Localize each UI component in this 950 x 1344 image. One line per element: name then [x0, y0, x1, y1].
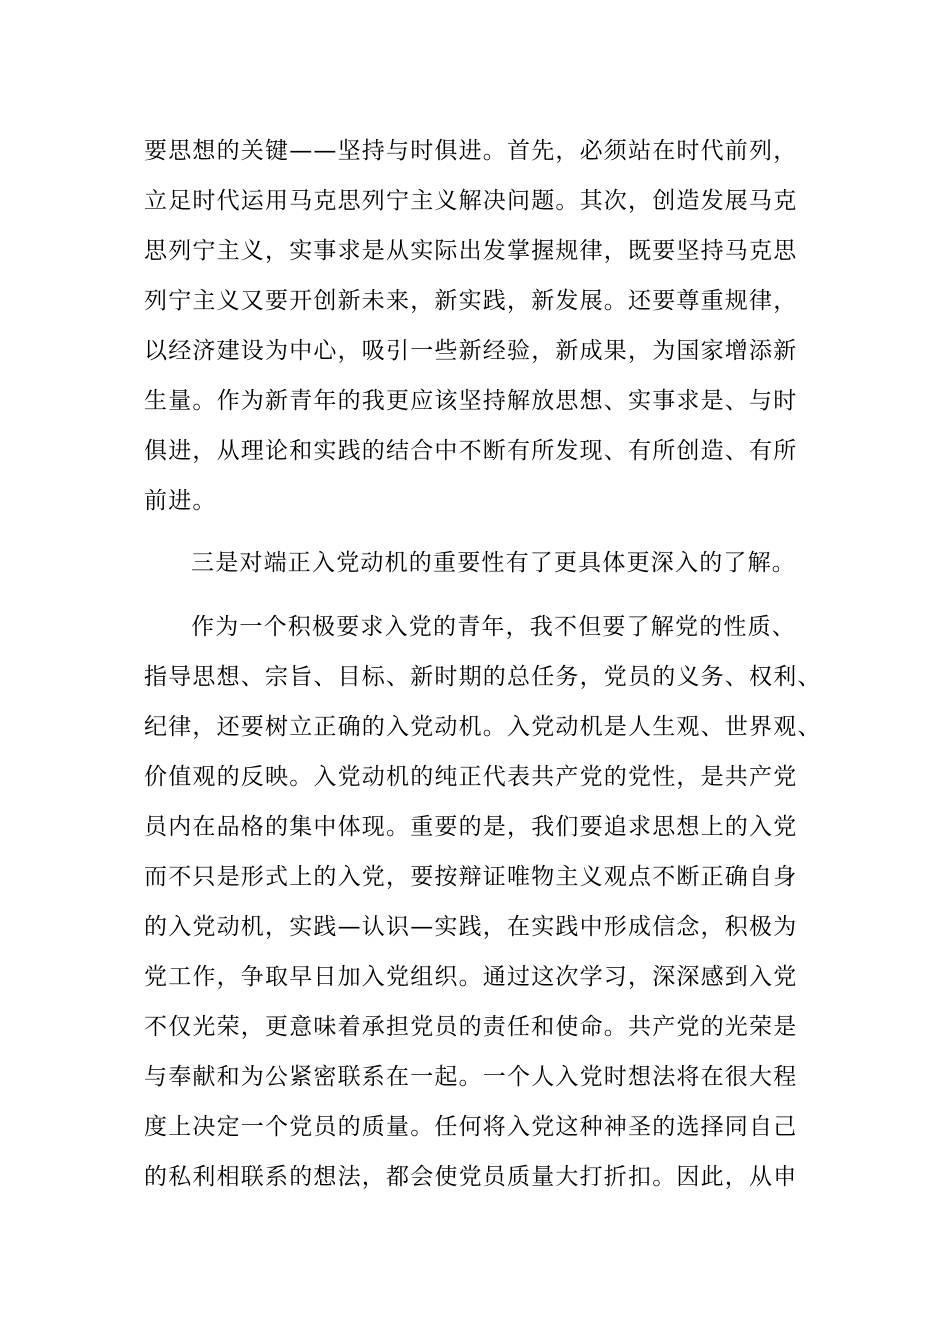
text-line: 的入党动机，实践—认识—实践，在实践中形成信念，积极为 [144, 914, 798, 940]
text-line: 与奉献和为公紧密联系在一起。一个人入党时想法将在很大程 [144, 1064, 798, 1090]
paragraph-body [144, 602, 822, 1202]
text-line: 列宁主义又要开创新未来，新实践，新发展。还要尊重规律， [144, 288, 798, 314]
text-line: 生量。作为新青年的我更应该坚持解放思想、实事求是、与时 [144, 388, 798, 414]
text-line: 俱进，从理论和实践的结合中不断有所发现、有所创造、有所 [144, 438, 798, 464]
text-line: 不仅光荣，更意味着承担党员的责任和使命。共产党的光荣是 [144, 1014, 798, 1040]
text-line: 员内在品格的集中体现。重要的是，我们要追求思想上的入党 [144, 814, 798, 840]
text-line: 作为一个积极要求入党的青年，我不但要了解党的性质、 [191, 614, 796, 640]
text-line: 以经济建设为中心，吸引一些新经验，新成果，为国家增添新 [144, 338, 798, 364]
text-line: 指导思想、宗旨、目标、新时期的总任务，党员的义务、权利、 [144, 664, 822, 690]
paragraph-continuation [144, 126, 814, 526]
text-line: 的私利相联系的想法，都会使党员质量大打折扣。因此，从申 [144, 1164, 798, 1190]
text-line: 价值观的反映。入党动机的纯正代表共产党的党性，是共产党 [144, 764, 798, 790]
text-line: 而不只是形式上的入党，要按辩证唯物主义观点不断正确自身 [144, 864, 798, 890]
text-line: 纪律，还要树立正确的入党动机。入党动机是人生观、世界观、 [144, 714, 822, 740]
text-line: 党工作，争取早日加入党组织。通过这次学习，深深感到入党 [144, 964, 798, 990]
paragraph-heading-point-three [144, 538, 814, 588]
text-line: 三是对端正入党动机的重要性有了更具体更深入的了解。 [191, 550, 796, 576]
text-line: 立足时代运用马克思列宁主义解决问题。其次，创造发展马克 [144, 188, 798, 214]
text-line: 前进。 [144, 488, 217, 514]
text-line: 要思想的关键——坚持与时俱进。首先，必须站在时代前列， [144, 138, 798, 164]
text-line: 思列宁主义，实事求是从实际出发掌握规律，既要坚持马克思 [144, 238, 798, 264]
text-line: 度上决定一个党员的质量。任何将入党这种神圣的选择同自己 [144, 1114, 798, 1140]
